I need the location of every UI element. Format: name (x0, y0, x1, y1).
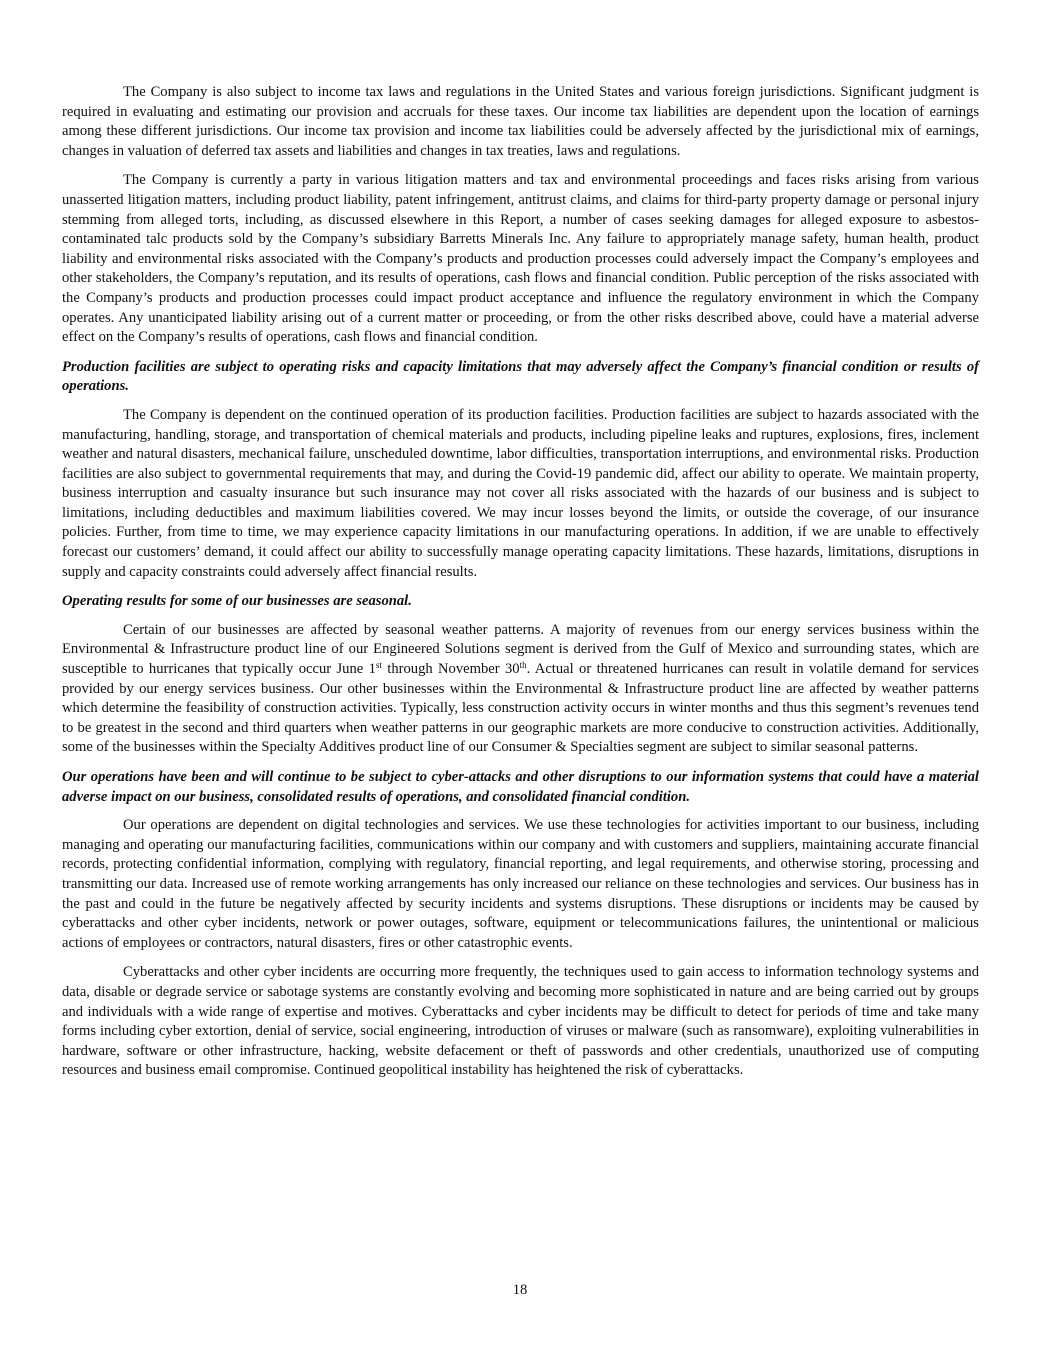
page-number: 18 (512, 1282, 528, 1298)
paragraph-cyberattacks: Cyberattacks and other cyber incidents are occurring more frequently, the techniques used to gain access to information technology systems and data, disable or degrade service or sabotage systems are constantly evolving and becoming more sophisticated in nature and are being carried out by groups and individuals with a wide range of expertise and motives. Cyberattacks and cyber incidents may be difficult to detect for periods of time and take many forms including cyber extortion, denial of service, social engineering, introduction of viruses or malware (such as ransomware), exploiting vulnerabilities in hardware, software or other infrastructure, hacking, website defacement or theft of passwords and other credentials, unauthorized use of computing resources and business email compromise. Continued geopolitical instability has heightened the risk of cyberattacks. (62, 964, 979, 1079)
seasonal-text-part-3: . Actual or threatened hurricanes can result in volatile demand for services provided by our energy services business. Our other businesses within the Environmental & Infrastructure product line are affected by weather patterns which determine the feasibility of construction activities. Typically, less construction activity occurs in winter months and thus this segment’s revenues tend to be greatest in the second and third quarters when weather patterns in our geographic markets are more conducive to construction activities. Additionally, some of the businesses within the Specialty Additives product line of our Consumer & Specialties segment are subject to similar seasonal patterns. (62, 661, 979, 756)
paragraph-seasonal (62, 621, 979, 758)
superscript-st: st (375, 660, 382, 671)
paragraph-litigation: The Company is currently a party in various litigation matters and tax and environmental proceedings and faces risks arising from various unasserted litigation matters, including product liability, patent infringement, antitrust claims, and claims for third-party property damage or personal injury stemming from alleged torts, including, as discussed elsewhere in this Report, a number of cases seeking damages for alleged exposure to asbestos-contaminated talc products sold by the Company’s subsidiary Barretts Minerals Inc. Any failure to appropriately manage safety, human health, product liability and environmental risks associated with the Company’s products and production processes could adversely impact the Company’s employees and other stakeholders, the Company’s reputation, and its results of operations, cash flows and financial condition. Public perception of the risks associated with the Company’s products and production processes could impact product acceptance and influence the regulatory environment in which the Company operates. Any unanticipated liability arising out of a current matter or proceeding, or from the other risks described above, could have a material adverse effect on the Company’s results of operations, cash flows and financial condition. (62, 172, 979, 346)
superscript-th: th (519, 660, 527, 671)
seasonal-text-part-1: Certain of our businesses are affected by seasonal weather patterns. A majority of revenues from our energy services business within the Environmental & Infrastructure product line of our Engineered Solutions segment is derived from the Gulf of Mexico and surrounding states, which are susceptible to hurricanes that typically occur June 1 (62, 621, 979, 678)
paragraph-income-tax: The Company is also subject to income tax laws and regulations in the United States and various foreign jurisdictions. Significant judgment is required in evaluating and estimating our provision and accruals for these taxes. Our income tax liabilities are dependent upon the location of earnings among these different jurisdictions. Our income tax provision and income tax liabilities could be adversely affected by the jurisdictional mix of earnings, changes in valuation of deferred tax assets and liabilities and changes in tax treaties, laws and regulations. (62, 84, 979, 159)
paragraph-production-facilities: The Company is dependent on the continued operation of its production facilities. Production facilities are subject to hazards associated with the manufacturing, handling, storage, and transportation of chemical materials and products, including pipeline leaks and ruptures, explosions, fires, inclement weather and natural disasters, mechanical failure, unscheduled downtime, labor difficulties, transportation interruptions, and environmental risks. Production facilities are also subject to governmental requirements that may, and during the Covid-19 pandemic did, affect our ability to operate. We maintain property, business interruption and casualty insurance but such insurance may not cover all risks associated with the hazards of our business and is subject to limitations, including deductibles and maximum liabilities covered. We may incur losses beyond the limits, or outside the coverage, of our insurance policies. Further, from time to time, we may experience capacity limitations in our manufacturing operations. In addition, if we are unable to effectively forecast our customers’ demand, it could affect our ability to successfully manage operating capacity limitations. These hazards, limitations, disruptions in supply and capacity constraints could adversely affect financial results. (62, 406, 979, 580)
seasonal-text-part-2: through November 30 (381, 661, 520, 678)
heading-cyber-attacks: Our operations have been and will continue to be subject to cyber-attacks and other disruptions to our information systems that could have a material adverse impact on our business, consolidated results of operations, and consolidated financial condition. (62, 769, 979, 805)
heading-production-facilities: Production facilities are subject to operating risks and capacity limitations that may adversely affect the Company’s financial condition or results of operations. (62, 358, 979, 395)
paragraph-digital-technologies: Our operations are dependent on digital technologies and services. We use these technologies for activities important to our business, including managing and operating our manufacturing facilities, communications within our company and with customers and suppliers, maintaining accurate financial records, protecting confidential information, complying with regulatory, financial reporting, and legal requirements, and otherwise storing, processing and transmitting our data. Increased use of remote working arrangements has only increased our reliance on these technologies and services. Our business has in the past and could in the future be negatively affected by security incidents and systems disruptions. These disruptions or incidents may be caused by cyberattacks and other cyber incidents, network or power outages, software, equipment or telecommunications failures, the unintentional or malicious actions of employees or contractors, natural disasters, fires or other catastrophic events. (62, 817, 979, 951)
heading-seasonal: Operating results for some of our businesses are seasonal. (62, 593, 412, 610)
document-page (62, 83, 979, 1081)
